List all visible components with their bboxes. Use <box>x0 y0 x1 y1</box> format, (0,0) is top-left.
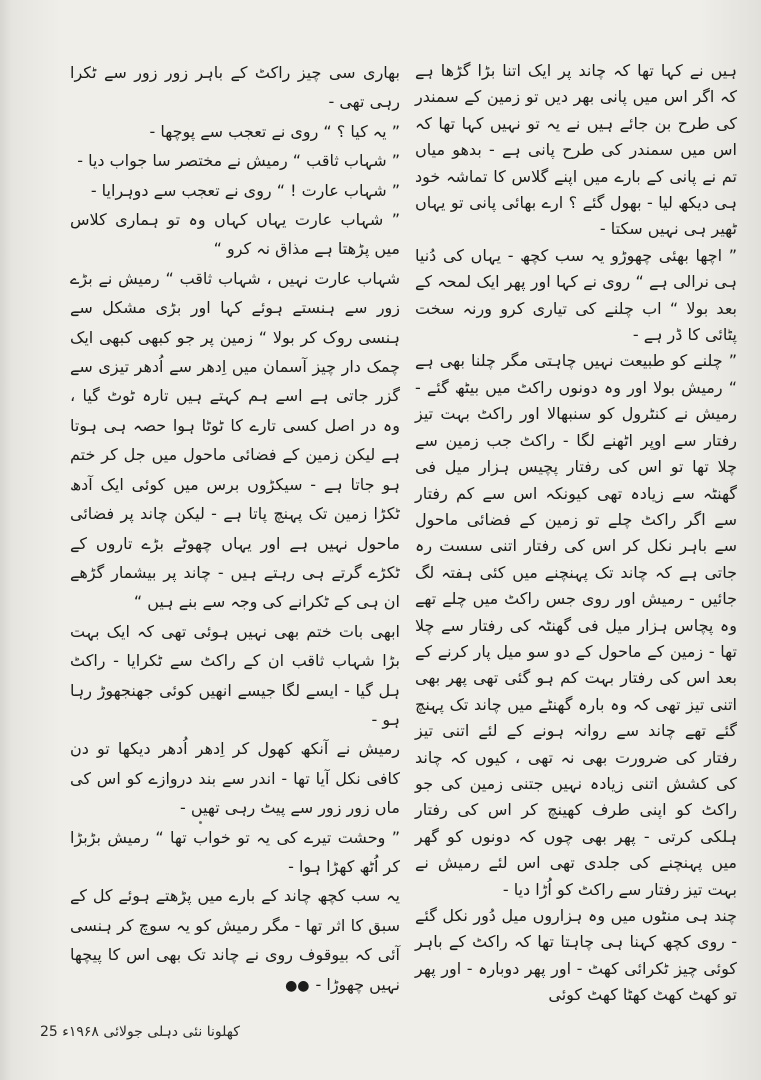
paragraph: ابھی بات ختم بھی نہیں ہوئی تھی کہ ایک بہت بڑا شہاب ثاقب ان کے راکٹ سے ٹکرایا - راکٹ ہل گیا - ایسے لگا جیسے انھیں کوئی جھنجھوڑ رہا ہو - <box>70 621 400 729</box>
paragraph: بھاری سی چیز راکٹ کے باہر زور زور سے ٹکرا رہی تھی - <box>70 63 400 112</box>
paragraph: ” شہاب عارت یہاں کہاں وہ تو ہماری کلاس میں پڑھتا ہے مذاق نہ کرو “ <box>70 210 400 259</box>
page-footer: کھلونا نئی دہلی جولائی ۱۹۶۸ء 25 <box>40 1024 240 1040</box>
scan-speck <box>199 821 202 824</box>
paragraph: ” وحشت تیرے کی یہ تو خواب تھا “ رمیش بڑبڑا کر اُٹھ کھڑا ہوا - <box>70 827 400 876</box>
right-text-column <box>415 58 737 1009</box>
paragraph: ” چلنے کو طبیعت نہیں چاہتی مگر چلنا بھی ہے “ رمیش بولا اور وہ دونوں راکٹ میں بیٹھ گئے - رمیش نے کنٹرول کو سنبھالا اور راکٹ بہت تیز رفتار سے اوپر اٹھنے لگا - راکٹ جب زمین سے چلا تھا تو اس کی رفتار پچیس ہزار میل فی گھنٹہ سے زیادہ تھی کیونکہ اس سے کم رفتار سے اگر راکٹ چلے تو زمین کے فضائی ماحول سے باہر نکل کر اس کی رفتار اتنی سست رہ جاتی ہے کہ چاند تک پہنچنے میں کئی ہفتہ لگ جائیں - رمیش اور روی جس راکٹ میں چلے تھے وہ پچاس ہزار میل فی گھنٹہ کی رفتار سے چلا تھا - زمین کے ماحول کے دو سو میل پار کرنے کے بعد اس کی رفتار بہت کم ہو گئی تھی پھر بھی اتنی تیز تھی کہ وہ بارہ گھنٹے میں چاند تک پہنچ گئے تھے چاند سے روانہ ہونے کے لئے اتنی تیز رفتار کی ضرورت بھی نہ تھی ، کیوں کہ چاند کی کشش اتنی زیادہ نہیں جتنی زمین کی جو راکٹ کو اپنی طرف کھینچ کر اس کی رفتار ہلکی کرتی - پھر بھی چوں کہ دونوں کو گھر میں پہنچنے کی جلدی تھی اس لئے رمیش نے بہت تیز رفتار سے راکٹ کو اُڑا دیا - <box>415 351 737 899</box>
story-end-mark: ●● <box>285 977 310 994</box>
page-fold-shadow <box>0 0 12 1080</box>
paragraph-text: یہ سب کچھ چاند کے بارے میں پڑھتے ہوئے کل کے سبق کا اثر تھا - مگر رمیش کو یہ سوچ کر ہنسی آئی کہ بیوقوف روی نے چاند تک بھی اس کا پیچھا نہیں چھوڑا - <box>70 886 400 994</box>
paragraph: شہاب عارت نہیں ، شہاب ثاقب “ رمیش نے بڑے زور سے ہنستے ہوئے کہا اور بڑی مشکل سے ہنسی روک کر بولا “ زمین پر جو کبھی کبھی ایک چمک دار چیز آسمان میں اِدھر سے اُدھر تیزی سے گزر جاتی ہے اسے ہم کہتے ہیں تارہ ٹوٹ گیا ، وہ در اصل کسی تارے کا ٹوٹا ہوا حصہ ہی ہوتا ہے لیکن زمین کے فضائی ماحول میں جل کر ختم ہو جاتا ہے - سیکڑوں برس میں کوئی ایک آدھ ٹکڑا زمین تک پہنچ پاتا ہے - لیکن چاند پر فضائی ماحول نہیں ہے اور یہاں چھوٹے بڑے تاروں کے ٹکڑے گرتے ہی رہتے ہیں - چاند پر بیشمار گڑھے ان ہی کے ٹکرانے کی وجہ سے بنے ہیں “ <box>70 268 400 612</box>
paragraph: ” شہاب ثاقب “ رمیش نے مختصر سا جواب دیا - <box>77 151 400 171</box>
paragraph: ہیں نے کہا تھا کہ چاند پر ایک اتنا بڑا گڑھا ہے کہ اگر اس میں پانی بھر دیں تو زمین کے سمندر کی طرح بن جائے ہیں نے یہ تو نہیں کہا تھا کہ اس میں سمندر کی طرح پانی ہے - بدھو میاں تم نے پانی کے بارے میں اپنے گلاس کا تماشہ خود ہی دیکھ لیا - بھول گئے ؟ ارے بھائی پانی تو یہاں ٹھیر ہی نہیں سکتا - <box>415 61 737 239</box>
left-text-column <box>70 58 400 1001</box>
last-paragraph <box>70 881 400 1001</box>
paragraph: ” شہاب عارت ! “ روی نے تعجب سے دوہرایا - <box>90 180 400 200</box>
paragraph: ” اچھا بھئی چھوڑو یہ سب کچھ - یہاں کی دُنیا ہی نرالی ہے “ روی نے کہا اور پھر ایک لمحہ کے بعد بولا “ اب چلنے کی تیاری کرو ورنہ سخت پٹائی کا ڈر ہے - <box>415 245 737 345</box>
paragraph: چند ہی منٹوں میں وہ ہزاروں میل دُور نکل گئے - روی کچھ کہنا ہی چاہتا تھا کہ راکٹ کے باہر کوئی چیز ٹکرائی کھٹ - اور پھر دوبارہ - اور پھر تو کھٹ کھٹ کھٹا کھٹ کوئی <box>415 906 737 1005</box>
paragraph: رمیش نے آنکھ کھول کر اِدھر اُدھر دیکھا تو دن کافی نکل آیا تھا - اندر سے بند دروازے کو اس کی ماں زور زور سے پیٹ رہی تھیں - <box>70 739 400 818</box>
paragraph: ” یہ کیا ؟ “ روی نے تعجب سے پوچھا - <box>149 121 400 141</box>
